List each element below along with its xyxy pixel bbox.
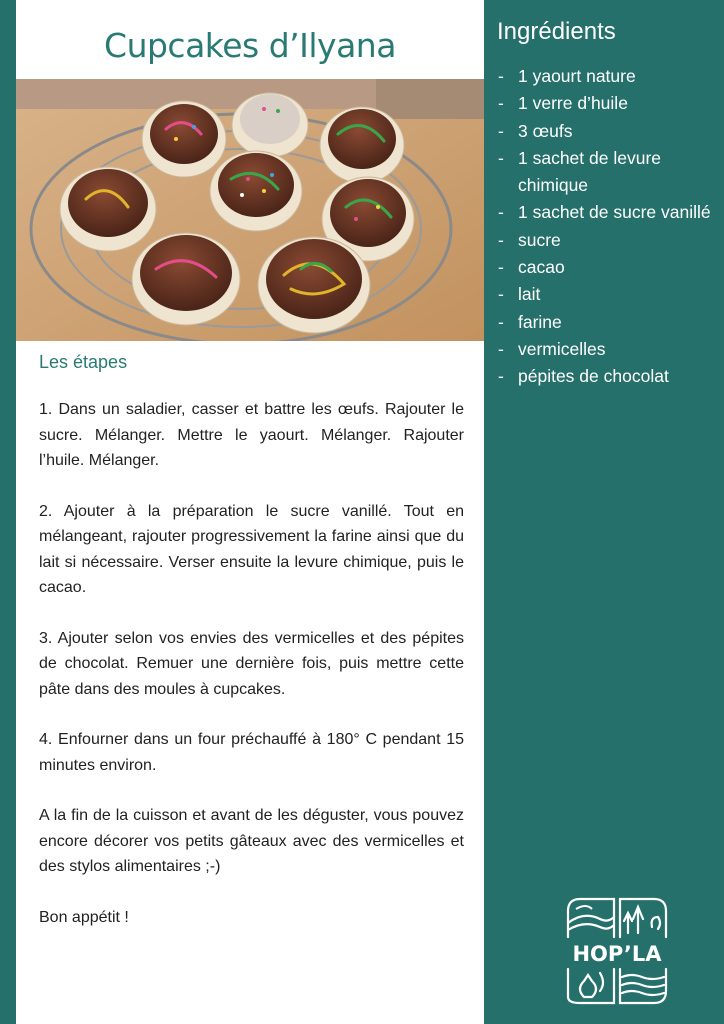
steps-heading: Les étapes: [39, 352, 128, 372]
ingredient-item: - lait: [498, 281, 720, 308]
recipe-title: Cupcakes d’Ilyana: [104, 26, 396, 65]
hopla-logo: [562, 893, 672, 1009]
ingredient-item: - 1 sachet de sucre vanillé: [498, 199, 720, 226]
step-4: 4. Enfourner dans un four préchauffé à 180° C pendant 15 minutes environ.: [39, 731, 464, 774]
cupcakes-photo: [16, 79, 484, 341]
ingredient-item: - 1 yaourt nature: [498, 63, 720, 90]
logo-text: HOP’LA: [572, 942, 662, 966]
ingredient-item: - farine: [498, 309, 720, 336]
ingredient-item: - cacao: [498, 254, 720, 281]
steps-list: [39, 397, 464, 955]
ingredients-title: Ingrédients: [497, 18, 616, 45]
step-1: 1. Dans un saladier, casser et battre les œufs. Rajouter le sucre. Mélanger. Mettre le yaourt. Mélanger. Rajouter l’huile. Mélanger.: [39, 401, 464, 469]
decoration-note: A la fin de la cuisson et avant de les déguster, vous pouvez encore décorer vos petits gâteaux avec des vermicelles et des stylos alimentaires ;-): [39, 807, 464, 875]
ingredient-item: - vermicelles: [498, 336, 720, 363]
step-2: 2. Ajouter à la préparation le sucre vanillé. Tout en mélangeant, rajouter progressivement la farine ainsi que du lait si nécessaire. Verser ensuite la levure chimique, puis le cacao.: [39, 502, 464, 596]
ingredients-list: [498, 63, 720, 391]
ingredient-item: - 3 œufs: [498, 118, 720, 145]
closing-note: Bon appétit !: [39, 908, 129, 926]
ingredient-item: - sucre: [498, 227, 720, 254]
ingredient-item: - 1 sachet de levure chimique: [498, 145, 720, 200]
ingredients-sidebar: [484, 0, 724, 1024]
ingredient-item: - 1 verre d’huile: [498, 90, 720, 117]
step-3: 3. Ajouter selon vos envies des vermicelles et des pépites de chocolat. Remuer une dernière fois, puis mettre cette pâte dans des moules à cupcakes.: [39, 629, 464, 698]
recipe-main-panel: [16, 0, 484, 1024]
ingredient-item: - pépites de chocolat: [498, 363, 720, 390]
